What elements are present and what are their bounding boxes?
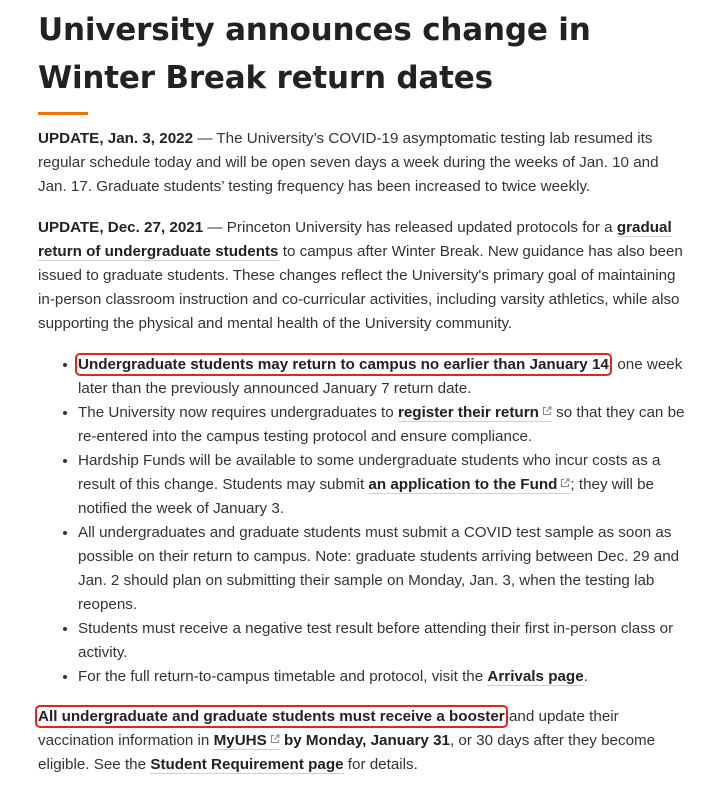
fund-application-link[interactable] [368, 476, 570, 494]
list-item [78, 665, 686, 689]
gradual-return-link[interactable]: gradual return of undergraduate students [38, 219, 672, 260]
protocol-list [38, 353, 686, 689]
myuhs-link-label: MyUHS [213, 732, 267, 749]
list-item [78, 353, 686, 401]
booster-text-c: for details. [343, 756, 418, 773]
update-jan-3-label: UPDATE, Jan. 3, 2022 [38, 130, 194, 147]
booster-text-b: , or 30 days after they become eligible. See the [38, 732, 656, 773]
booster-deadline: by Monday, January 31 [279, 732, 450, 749]
list-item [78, 449, 686, 521]
list-item-text: For the full return-to-campus timetable and protocol, visit the [78, 668, 488, 685]
list-item-text: so that they can be re-entered into the campus testing protocol and ensure compliance. [78, 404, 685, 445]
update-jan-3-paragraph [38, 127, 686, 199]
title-accent-rule [38, 112, 88, 115]
update-dec-27-paragraph [38, 216, 686, 336]
booster-text-a: and update their vaccination information in [38, 708, 619, 749]
list-item [78, 521, 686, 617]
update-jan-3-text: — The University’s COVID-19 asymptomatic testing lab resumed its regular schedule today and will be open seven days a week during the weeks of Jan. 10 and Jan. 17. Graduate students’ testing frequency has been increased to twice weekly. [38, 130, 659, 195]
list-item-text: . [583, 668, 588, 685]
list-item-text: , one week later than the previously announced January 7 return date. [78, 356, 683, 397]
list-item [78, 617, 686, 665]
student-requirement-link[interactable]: Student Requirement page [150, 756, 344, 773]
list-item-text: ; they will be notified the week of January 3. [78, 476, 654, 517]
list-item-text: Hardship Funds will be available to some undergraduate students who incur costs as a result of this change. Students may submit [78, 452, 661, 493]
arrivals-page-link[interactable]: Arrivals page [487, 668, 584, 685]
highlighted-booster-requirement: All undergraduate and graduate students must receive a booster [38, 708, 505, 725]
update-dec-27-text-b: to campus after Winter Break. New guidance has also been issued to graduate students. These changes reflect the University's primary goal of maintaining in-person classroom instruction and co-curricular activities, including varsity athletics, while also supporting the physical and mental health of the University community. [38, 243, 683, 332]
register-return-link-label: register their return [397, 404, 539, 421]
booster-paragraph [38, 705, 686, 777]
myuhs-link[interactable] [214, 732, 280, 750]
update-dec-27-label: UPDATE, Dec. 27, 2021 [38, 219, 204, 236]
list-item [78, 401, 686, 449]
article [38, 0, 686, 794]
highlighted-return-date: Undergraduate students may return to campus no earlier than January 14 [78, 356, 609, 373]
external-link-icon [560, 478, 570, 488]
external-link-icon [270, 734, 280, 744]
list-item-text: Students must receive a negative test result before attending their first in-person class or activity. [78, 620, 674, 661]
page-title: University announces change in Winter Break return dates [38, 12, 591, 96]
update-dec-27-text-a: — Princeton University has released updated protocols for a [203, 219, 617, 236]
list-item-text: All undergraduates and graduate students must submit a COVID test sample as soon as possible on their return to campus. Note: graduate students arriving between Dec. 29 and Jan. 2 should plan on submitting their sample on Monday, Jan. 3, when the testing lab reopens. [78, 524, 680, 613]
external-link-icon [542, 406, 552, 416]
register-return-link[interactable] [398, 404, 552, 422]
list-item-text: The University now requires undergraduates to [78, 404, 398, 421]
fund-application-link-label: an application to the Fund [368, 476, 558, 493]
